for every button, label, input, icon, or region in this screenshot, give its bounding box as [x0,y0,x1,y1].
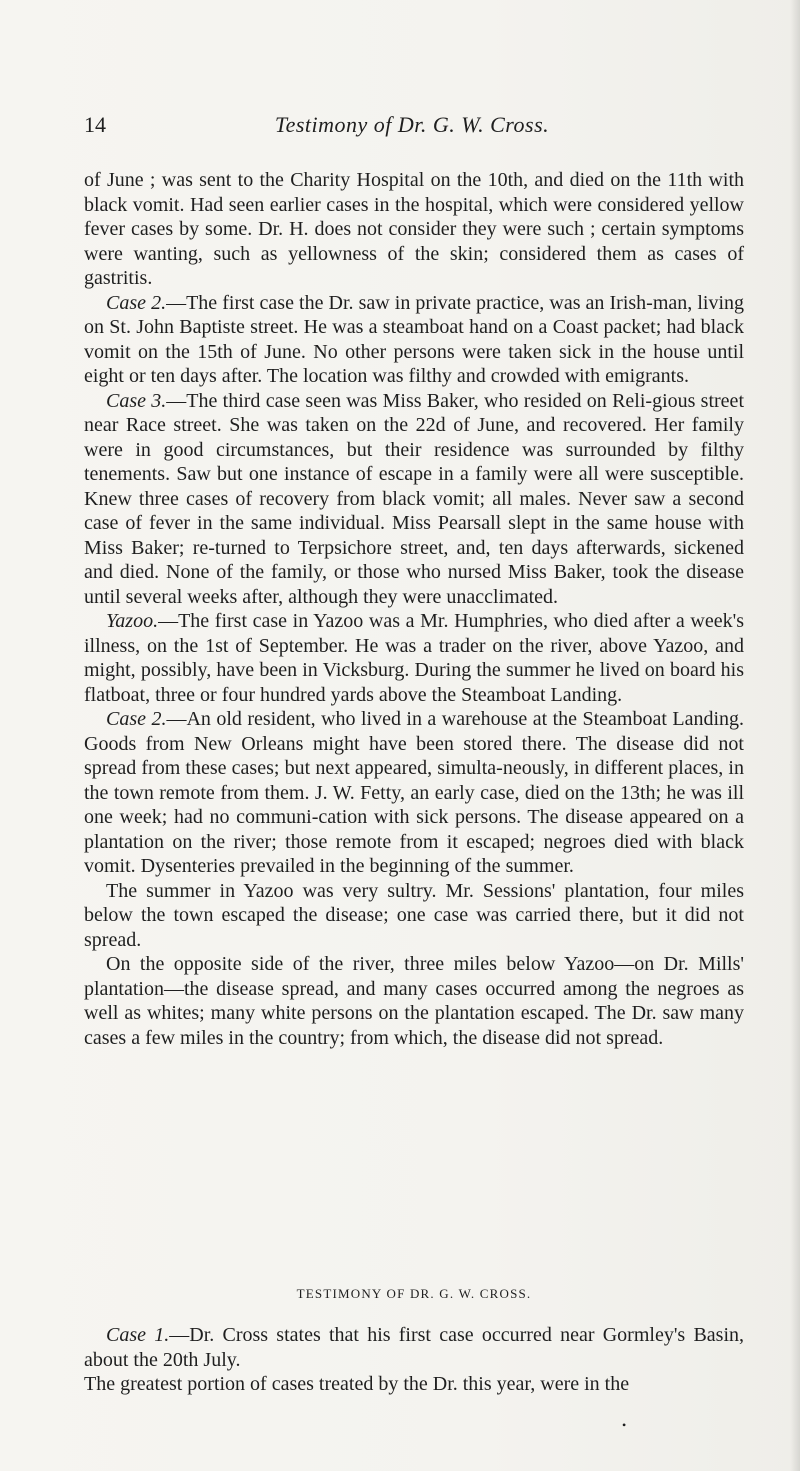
page-edge-shadow [790,0,800,1471]
paragraph-label: Case 3. [106,389,167,412]
paragraph-text: —The first case in Yazoo was a Mr. Humphries, who died after a week's illness, on the 1st of September. He was a trader on the river, above Yazoo, and might, possibly, have been in Vicksburg. During the summer he lived on board his flatboat, three or four hundred yards above the Steamboat Landing. [84,610,744,706]
paragraph [84,879,744,953]
paragraph [84,609,744,707]
paragraph-text: —An old resident, who lived in a warehouse at the Steamboat Landing. Goods from New Orleans might have been stored there. The disease did not spread from these cases; but next appeared, simulta-neously, in different places, in the town remote from them. J. W. Fetty, an early case, died on the 13th; he was ill one week; had no communi-cation with sick persons. The disease appeared on a plantation on the river; those remote from it escaped; negroes died with black vomit. Dysenteries prevailed in the beginning of the summer. [84,708,745,877]
paragraph-text: The greatest portion of cases treated by the Dr. this year, were in the [84,1373,630,1395]
paragraph [84,952,744,1050]
paragraph-label: Case 2. [106,708,167,730]
paragraph-text: of June ; was sent to the Charity Hospital on the 10th, and died on the 11th with black vomit. Had seen earlier cases in the hospital, which were considered yellow fever cases by some. Dr. H. does not consider they were such ; certain symptoms were wanting, such as yellowness of the skin; considered them as cases of gastritis. [84,169,744,289]
paragraph [84,1372,744,1397]
running-title: Testimony of Dr. G. W. Cross. [274,112,550,137]
paragraph-text: The summer in Yazoo was very sultry. Mr. Sessions' plantation, four miles below the town escaped the disease; one case was carried there, but it did not spread. [84,879,744,951]
paragraph-text: —The first case the Dr. saw in private practice, was an Irish-man, living on St. John Baptiste street. He was a steamboat hand on a Coast packet; had black vomit on the 15th of June. No other persons were taken sick in the house until eight or ten days after. The location was filthy and crowded with emigrants. [84,291,745,387]
paragraph [84,389,744,610]
paragraph-text: —The third case seen was Miss Baker, who resided on Reli-gious street near Race street. She was taken on the 22d of June, and recovered. Her family were in good circumstances, but their residence was surrounded by filthy tenements. Saw but one instance of escape in a family were all were susceptible. Knew three cases of recovery from black vomit; all males. Never saw a second case of fever in the same individual. Miss Pearsall slept in the same house with Miss Baker; re-turned to Terpsichore street, and, ten days afterwards, sickened and died. None of the family, or those who nursed Miss Baker, took the disease until several weeks after, although they were unacclimated. [84,389,744,608]
paragraph-label: Yazoo. [106,610,159,632]
section-body-text [84,1323,744,1397]
page-number: 14 [84,112,106,137]
paragraph-label: Case 1. [106,1324,170,1346]
paragraph [84,707,744,879]
paragraph [84,291,744,389]
running-head [84,112,740,144]
paragraph-label: Case 2. [106,291,167,314]
section-heading: TESTIMONY OF DR. G. W. CROSS. [296,1286,532,1301]
printer-mark: • [622,1418,627,1432]
paragraph-text: On the opposite side of the river, three miles below Yazoo—on Dr. Mills' plantation—the disease spread, and many cases occurred among the negroes as well as whites; many white persons on the plantation escaped. The Dr. saw many cases a few miles in the country; from which, the disease did not spread. [84,953,744,1049]
body-text [84,168,744,1050]
paragraph [84,1323,744,1372]
paragraph [84,168,744,291]
paragraph-text: —Dr. Cross states that his first case occurred near Gormley's Basin, about the 20th July. [84,1324,744,1371]
